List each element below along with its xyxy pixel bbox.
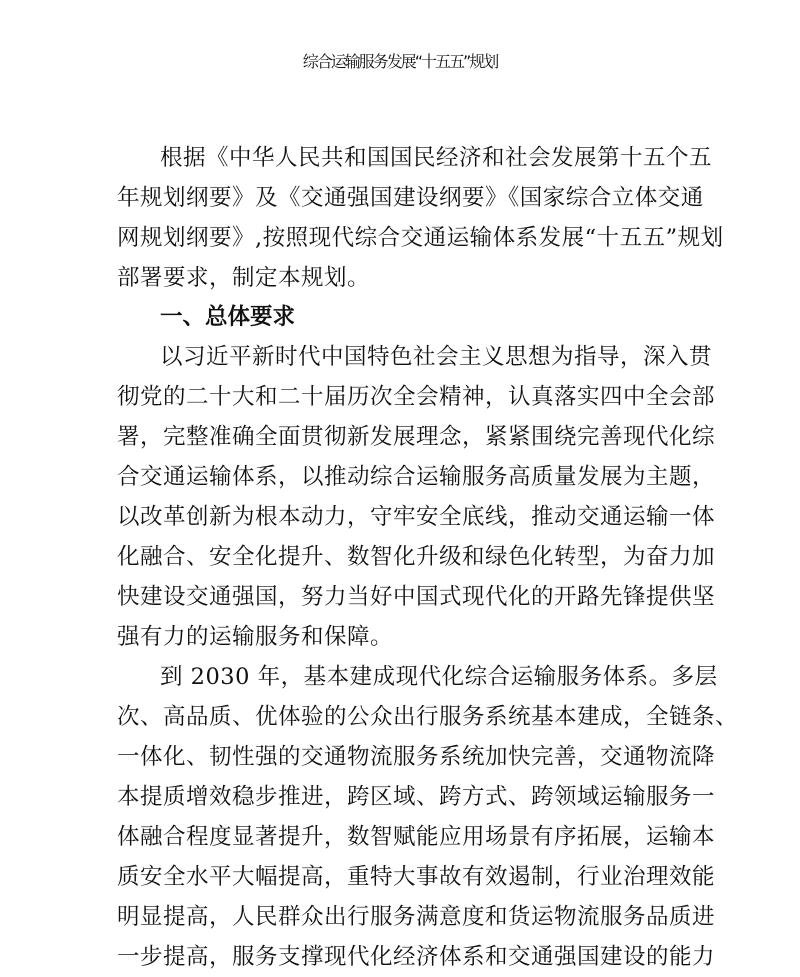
para2-line-8: 一步提高，服务支撑现代化经济体系和交通强国建设的能力 — [117, 944, 716, 970]
intro-line-4: 部署要求，制定本规划。 — [117, 265, 371, 291]
para2-line-4: 本提质增效稳步推进，跨区域、跨方式、跨领域运输服务一 — [117, 784, 716, 810]
para1-line-2: 彻党的二十大和二十届历次全会精神，认真落实四中全会部 — [117, 384, 716, 410]
para2-line-3: 一体化、韧性强的交通物流服务系统加快完善，交通物流降 — [117, 744, 716, 770]
para2-line-1: 到 2030 年，基本建成现代化综合运输服务体系。多层 — [160, 664, 718, 690]
para2-line-2: 次、高品质、优体验的公众出行服务系统基本建成，全链条、 — [117, 704, 739, 730]
para1-line-3: 署，完整准确全面贯彻新发展理念，紧紧围绕完善现代化综 — [117, 424, 716, 450]
para1-line-5: 以改革创新为根本动力，守牢安全底线，推动交通运输一体 — [117, 504, 716, 530]
intro-line-2: 年规划纲要》及《交通强国建设纲要》《国家综合立体交通 — [117, 185, 704, 211]
para2-line-7: 明显提高，人民群众出行服务满意度和货运物流服务品质进 — [117, 904, 716, 930]
section-heading: 一、总体要求 — [160, 304, 296, 330]
para2-line-6: 质安全水平大幅提高，重特大事故有效遏制，行业治理效能 — [117, 864, 716, 890]
para1-line-1: 以习近平新时代中国特色社会主义思想为指导，深入贯 — [160, 344, 713, 370]
para1-line-8: 强有力的运输服务和保障。 — [117, 624, 394, 650]
intro-line-3: 网规划纲要》,按照现代综合交通运输体系发展“十五五”规划 — [117, 225, 724, 251]
para1-line-7: 快建设交通强国，努力当好中国式现代化的开路先锋提供坚 — [117, 584, 716, 610]
para1-line-4: 合交通运输体系，以推动综合运输服务高质量发展为主题， — [117, 464, 716, 490]
para1-line-6: 化融合、安全化提升、数智化升级和绿色化转型，为奋力加 — [117, 544, 716, 570]
intro-line-1: 根据《中华人民共和国国民经济和社会发展第十五个五 — [160, 145, 713, 171]
document-title: 综合运输服务发展“十五五”规划 — [302, 52, 498, 71]
para2-line-5: 体融合程度显著提升，数智赋能应用场景有序拓展，运输本 — [117, 824, 716, 850]
